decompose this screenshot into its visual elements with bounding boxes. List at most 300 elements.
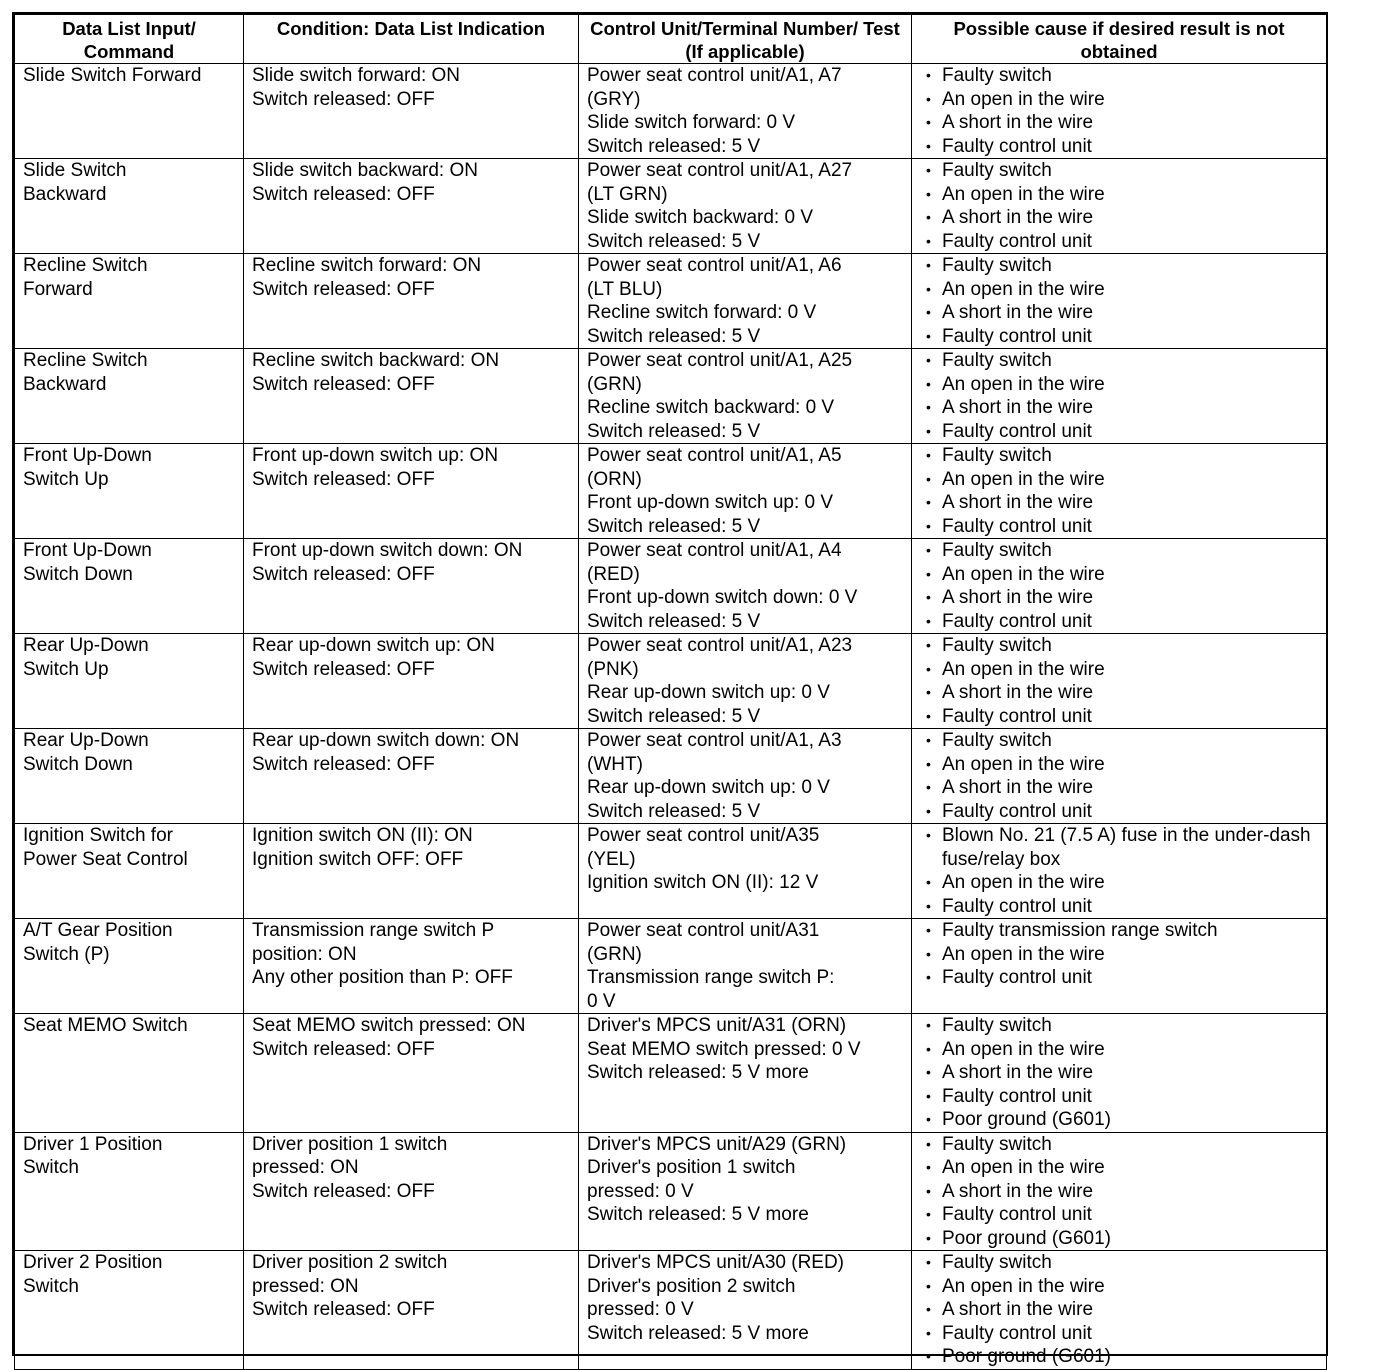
- table-row: [15, 919, 1327, 1014]
- table-row: [15, 1014, 1327, 1133]
- cause-text: Poor ground (G601): [942, 1109, 1111, 1130]
- cause-text: Blown No. 21 (7.5 A) fuse in the under-dash fuse/relay box: [942, 825, 1311, 870]
- cause-text: An open in the wire: [942, 563, 1105, 585]
- cause-list-item: [920, 206, 1318, 230]
- table-row: [15, 444, 1327, 539]
- cause-text: Faulty control unit: [942, 800, 1092, 822]
- cause-list-item: [920, 1180, 1318, 1204]
- bullet-icon: •: [926, 1301, 931, 1317]
- cell-control-unit-test: [579, 444, 912, 539]
- cell-control-unit-test-line: Power seat control unit/A1, A7: [587, 65, 842, 86]
- header-possible-cause: Possible cause if desired result is not obtained: [912, 15, 1327, 64]
- cell-condition: [244, 539, 579, 634]
- cause-list-item: [920, 610, 1318, 634]
- cause-text: An open in the wire: [942, 278, 1105, 300]
- cause-list-item: [920, 681, 1318, 705]
- cause-text: Faulty control unit: [942, 610, 1092, 632]
- cell-condition-line: Any other position than P: OFF: [252, 967, 513, 988]
- cause-text: Faulty switch: [942, 255, 1052, 276]
- cell-control-unit-test-line: (LT BLU): [587, 278, 663, 300]
- cell-condition: [244, 1251, 579, 1370]
- table-row: [15, 1251, 1327, 1370]
- cell-input-command-line: Switch Up: [23, 468, 109, 490]
- cell-condition-line: Transmission range switch P: [252, 920, 495, 941]
- cell-condition-line: Switch released: OFF: [252, 1038, 435, 1060]
- cause-text: Faulty control unit: [942, 135, 1092, 157]
- cell-possible-causes: [912, 1014, 1327, 1133]
- cell-control-unit-test-line: Power seat control unit/A1, A6: [587, 255, 842, 276]
- cell-input-command-line: Slide Switch: [23, 160, 127, 181]
- cause-list-item: [920, 895, 1318, 919]
- cause-text: Faulty control unit: [942, 1085, 1092, 1107]
- cause-text: A short in the wire: [942, 777, 1094, 798]
- cause-list-item: [920, 135, 1318, 159]
- cause-text: A short in the wire: [942, 492, 1094, 513]
- cause-list-item: [920, 1322, 1318, 1346]
- cell-condition-line: Switch released: OFF: [252, 1299, 435, 1320]
- cell-input-command-line: Ignition Switch for: [23, 825, 173, 846]
- cell-possible-causes: [912, 159, 1327, 254]
- bullet-icon: •: [926, 280, 931, 297]
- cell-condition-line: Seat MEMO switch pressed: ON: [252, 1015, 526, 1036]
- table-row: [15, 824, 1327, 919]
- cell-input-command-line: Seat MEMO Switch: [23, 1015, 188, 1036]
- cell-condition-line: Front up-down switch down: ON: [252, 540, 523, 561]
- cell-condition-line: Switch released: OFF: [252, 373, 435, 395]
- cause-list-item: [920, 943, 1318, 967]
- cause-list: [920, 539, 1318, 633]
- bullet-icon: •: [926, 1017, 931, 1033]
- cause-text: Faulty control unit: [942, 420, 1092, 442]
- cause-list-item: [920, 586, 1318, 610]
- cause-text: A short in the wire: [942, 302, 1094, 323]
- bullet-icon: •: [926, 352, 931, 368]
- cause-list: [920, 1251, 1318, 1369]
- cell-control-unit-test-line: Power seat control unit/A1, A27: [587, 160, 853, 181]
- cell-condition-line: Recline switch backward: ON: [252, 350, 500, 371]
- cause-text: Poor ground (G601): [942, 1346, 1111, 1367]
- cell-control-unit-test-line: Switch released: 5 V: [587, 610, 761, 632]
- cell-control-unit-test-line: (YEL): [587, 848, 636, 870]
- cell-condition-line: Switch released: OFF: [252, 563, 435, 585]
- bullet-icon: •: [926, 969, 931, 985]
- cell-control-unit-test: [579, 539, 912, 634]
- cause-list-item: [920, 729, 1318, 753]
- cell-condition-line: Slide switch forward: ON: [252, 65, 461, 86]
- bullet-icon: •: [926, 1040, 931, 1057]
- cause-list-item: [920, 658, 1318, 682]
- cell-input-command-line: Switch (P): [23, 943, 110, 965]
- cell-condition-line: Rear up-down switch down: ON: [252, 730, 520, 751]
- cell-input-command: [15, 1132, 244, 1251]
- cause-list-item: [920, 159, 1318, 183]
- cause-text: An open in the wire: [942, 753, 1105, 775]
- cell-input-command: [15, 634, 244, 729]
- cell-condition-line: position: ON: [252, 943, 357, 965]
- cause-text: An open in the wire: [942, 658, 1105, 680]
- cause-text: Faulty control unit: [942, 230, 1092, 252]
- cause-list-item: [920, 919, 1318, 943]
- cause-list-item: [920, 325, 1318, 349]
- bullet-icon: •: [926, 1254, 931, 1270]
- bullet-icon: •: [926, 612, 931, 629]
- cell-condition: [244, 729, 579, 824]
- cell-control-unit-test-line: Recline switch forward: 0 V: [587, 302, 817, 323]
- cause-text: Faulty switch: [942, 540, 1052, 561]
- bullet-icon: •: [926, 304, 931, 320]
- cause-list-item: [920, 705, 1318, 729]
- cell-input-command-line: Front Up-Down: [23, 540, 152, 561]
- table-row: [15, 254, 1327, 349]
- cell-control-unit-test-line: (GRN): [587, 943, 642, 965]
- cell-control-unit-test: [579, 634, 912, 729]
- cause-list-item: [920, 1061, 1318, 1085]
- cause-text: Faulty switch: [942, 445, 1052, 466]
- cause-list-item: [920, 539, 1318, 563]
- cell-possible-causes: [912, 634, 1327, 729]
- cause-list-item: [920, 1038, 1318, 1062]
- bullet-icon: •: [926, 660, 931, 677]
- cell-input-command-line: Switch Up: [23, 658, 109, 680]
- bullet-icon: •: [926, 707, 931, 724]
- cause-text: An open in the wire: [942, 1275, 1105, 1297]
- cell-control-unit-test: [579, 919, 912, 1014]
- bullet-icon: •: [926, 447, 931, 463]
- cause-text: An open in the wire: [942, 1157, 1105, 1178]
- cell-control-unit-test: [579, 1251, 912, 1370]
- table-header-row: [15, 15, 1327, 64]
- cause-list: [920, 824, 1318, 918]
- cell-control-unit-test-line: pressed: 0 V: [587, 1299, 694, 1320]
- bullet-icon: •: [926, 375, 931, 392]
- cause-text: Faulty control unit: [942, 705, 1092, 727]
- bullet-icon: •: [926, 732, 931, 748]
- cause-list-item: [920, 1345, 1318, 1369]
- cell-control-unit-test-line: (GRY): [587, 88, 641, 110]
- cell-input-command: [15, 349, 244, 444]
- cause-list-item: [920, 800, 1318, 824]
- cell-condition-line: Driver position 2 switch: [252, 1252, 448, 1273]
- bullet-icon: •: [926, 422, 931, 439]
- cause-list-item: [920, 1108, 1318, 1132]
- table-body: [15, 64, 1327, 1370]
- cell-control-unit-test-line: Switch released: 5 V: [587, 325, 761, 347]
- cell-input-command-line: Switch Down: [23, 753, 133, 775]
- bullet-icon: •: [926, 494, 931, 510]
- power-seat-data-list-table: [14, 14, 1327, 1370]
- bullet-icon: •: [926, 945, 931, 962]
- cell-condition-line: Ignition switch OFF: OFF: [252, 848, 464, 870]
- cause-list: [920, 1133, 1318, 1251]
- cell-control-unit-test-line: pressed: 0 V: [587, 1180, 694, 1202]
- cell-control-unit-test-line: Switch released: 5 V: [587, 515, 761, 537]
- cause-text: An open in the wire: [942, 872, 1105, 893]
- bullet-icon: •: [926, 1229, 931, 1246]
- cause-list: [920, 64, 1318, 158]
- cause-text: A short in the wire: [942, 1180, 1094, 1202]
- cause-list-item: [920, 1275, 1318, 1299]
- table-row: [15, 1132, 1327, 1251]
- bullet-icon: •: [926, 1324, 931, 1341]
- cell-possible-causes: [912, 64, 1327, 159]
- cell-control-unit-test: [579, 64, 912, 159]
- cell-control-unit-test-line: Transmission range switch P:: [587, 967, 835, 988]
- cause-text: A short in the wire: [942, 682, 1094, 703]
- bullet-icon: •: [926, 1277, 931, 1294]
- cause-text: Faulty switch: [942, 730, 1052, 751]
- cause-text: Faulty transmission range switch: [942, 920, 1218, 941]
- cause-text: Faulty switch: [942, 65, 1052, 86]
- cell-control-unit-test-line: Rear up-down switch up: 0 V: [587, 682, 830, 703]
- cell-control-unit-test-line: 0 V: [587, 990, 616, 1012]
- cause-text: A short in the wire: [942, 1062, 1094, 1083]
- cell-input-command-line: Forward: [23, 278, 93, 300]
- cause-text: Faulty switch: [942, 1133, 1052, 1155]
- cell-input-command: [15, 254, 244, 349]
- cell-control-unit-test: [579, 1132, 912, 1251]
- bullet-icon: •: [926, 565, 931, 582]
- cell-control-unit-test-line: (ORN): [587, 468, 642, 490]
- bullet-icon: •: [926, 185, 931, 202]
- cell-input-command: [15, 159, 244, 254]
- cell-condition: [244, 64, 579, 159]
- cause-list: [920, 634, 1318, 728]
- cause-list-item: [920, 420, 1318, 444]
- cell-input-command: [15, 539, 244, 634]
- cell-control-unit-test-line: (GRN): [587, 373, 642, 395]
- table-row: [15, 64, 1327, 159]
- cause-list-item: [920, 254, 1318, 278]
- cell-possible-causes: [912, 729, 1327, 824]
- cell-condition-line: Recline switch forward: ON: [252, 255, 482, 276]
- cell-condition-line: Front up-down switch up: ON: [252, 445, 499, 466]
- cause-text: An open in the wire: [942, 373, 1105, 395]
- cell-condition-line: pressed: ON: [252, 1157, 359, 1178]
- cell-control-unit-test-line: Switch released: 5 V: [587, 800, 761, 822]
- header-input-command: Data List Input/ Command: [15, 15, 244, 64]
- cell-condition-line: Switch released: OFF: [252, 658, 435, 680]
- cell-input-command-line: Switch Down: [23, 563, 133, 585]
- cell-possible-causes: [912, 824, 1327, 919]
- cell-condition: [244, 1014, 579, 1133]
- cell-control-unit-test-line: Power seat control unit/A1, A3: [587, 730, 842, 751]
- cause-text: A short in the wire: [942, 112, 1094, 133]
- table-row: [15, 729, 1327, 824]
- cell-control-unit-test-line: Recline switch backward: 0 V: [587, 397, 835, 418]
- bullet-icon: •: [926, 1135, 931, 1152]
- cell-condition: [244, 254, 579, 349]
- cause-list-item: [920, 824, 1318, 871]
- table-row: [15, 539, 1327, 634]
- cause-list-item: [920, 966, 1318, 990]
- cause-list-item: [920, 1085, 1318, 1109]
- cell-condition-line: Switch released: OFF: [252, 1180, 435, 1202]
- cell-input-command: [15, 444, 244, 539]
- cause-list: [920, 1014, 1318, 1132]
- bullet-icon: •: [926, 1087, 931, 1104]
- bullet-icon: •: [926, 827, 931, 843]
- bullet-icon: •: [926, 1064, 931, 1080]
- cause-list-item: [920, 230, 1318, 254]
- cause-list: [920, 254, 1318, 348]
- cell-control-unit-test-line: (RED): [587, 563, 640, 585]
- cause-list-item: [920, 1014, 1318, 1038]
- cell-condition-line: pressed: ON: [252, 1275, 359, 1297]
- bullet-icon: •: [926, 209, 931, 225]
- cause-text: Faulty switch: [942, 635, 1052, 656]
- cell-input-command-line: Backward: [23, 183, 107, 205]
- cause-text: An open in the wire: [942, 943, 1105, 965]
- cell-control-unit-test-line: Driver's MPCS unit/A29 (GRN): [587, 1133, 847, 1155]
- cell-condition-line: Switch released: OFF: [252, 183, 435, 205]
- bullet-icon: •: [926, 802, 931, 819]
- cause-list-item: [920, 396, 1318, 420]
- cell-condition: [244, 159, 579, 254]
- cell-control-unit-test-line: Seat MEMO switch pressed: 0 V: [587, 1038, 861, 1060]
- cause-text: A short in the wire: [942, 1299, 1094, 1320]
- cause-list-item: [920, 1251, 1318, 1275]
- cause-list-item: [920, 1203, 1318, 1227]
- bullet-icon: •: [926, 542, 931, 558]
- table-row: [15, 159, 1327, 254]
- bullet-icon: •: [926, 399, 931, 415]
- cell-input-command: [15, 1251, 244, 1370]
- cell-control-unit-test-line: (LT GRN): [587, 183, 668, 205]
- cell-control-unit-test-line: Driver's position 1 switch: [587, 1157, 796, 1178]
- cell-condition-line: Switch released: OFF: [252, 278, 435, 300]
- bullet-icon: •: [926, 137, 931, 154]
- cell-control-unit-test-line: Driver's MPCS unit/A30 (RED): [587, 1252, 845, 1273]
- cell-condition-line: Driver position 1 switch: [252, 1133, 448, 1155]
- cell-control-unit-test: [579, 254, 912, 349]
- cell-control-unit-test-line: Slide switch forward: 0 V: [587, 112, 796, 133]
- cell-condition: [244, 634, 579, 729]
- cell-possible-causes: [912, 254, 1327, 349]
- cell-control-unit-test-line: Slide switch backward: 0 V: [587, 207, 813, 228]
- cause-text: Faulty control unit: [942, 895, 1092, 917]
- cause-text: An open in the wire: [942, 88, 1105, 110]
- cause-list-item: [920, 634, 1318, 658]
- cell-control-unit-test: [579, 1014, 912, 1133]
- cell-possible-causes: [912, 539, 1327, 634]
- cell-input-command-line: Backward: [23, 373, 107, 395]
- cause-text: Faulty control unit: [942, 1322, 1092, 1344]
- cell-control-unit-test-line: Front up-down switch up: 0 V: [587, 492, 834, 513]
- cause-list: [920, 919, 1318, 990]
- bullet-icon: •: [926, 114, 931, 130]
- cause-text: Faulty switch: [942, 1015, 1052, 1036]
- table-row: [15, 634, 1327, 729]
- cell-control-unit-test: [579, 349, 912, 444]
- cause-list-item: [920, 491, 1318, 515]
- cell-condition-line: Ignition switch ON (II): ON: [252, 825, 473, 846]
- cause-list: [920, 349, 1318, 443]
- cause-list-item: [920, 444, 1318, 468]
- bullet-icon: •: [926, 589, 931, 605]
- cell-control-unit-test-line: Power seat control unit/A31: [587, 920, 820, 941]
- cell-control-unit-test-line: (WHT): [587, 753, 643, 775]
- cell-control-unit-test-line: Switch released: 5 V: [587, 420, 761, 442]
- cell-condition: [244, 1132, 579, 1251]
- cell-control-unit-test-line: Switch released: 5 V: [587, 230, 761, 252]
- bullet-icon: •: [926, 327, 931, 344]
- cause-text: An open in the wire: [942, 468, 1105, 490]
- header-condition: Condition: Data List Indication: [244, 15, 579, 64]
- cause-list-item: [920, 278, 1318, 302]
- cause-text: A short in the wire: [942, 207, 1094, 228]
- cell-input-command: [15, 729, 244, 824]
- cause-list-item: [920, 1298, 1318, 1322]
- cause-list: [920, 159, 1318, 253]
- bullet-icon: •: [926, 517, 931, 534]
- cause-list-item: [920, 1227, 1318, 1251]
- cause-list: [920, 729, 1318, 823]
- bullet-icon: •: [926, 684, 931, 700]
- bullet-icon: •: [926, 637, 931, 653]
- cause-text: Faulty control unit: [942, 967, 1092, 988]
- cause-list-item: [920, 301, 1318, 325]
- cause-list-item: [920, 468, 1318, 492]
- cause-list-item: [920, 373, 1318, 397]
- bullet-icon: •: [926, 1159, 931, 1175]
- cause-text: A short in the wire: [942, 587, 1094, 608]
- bullet-icon: •: [926, 470, 931, 487]
- cell-input-command-line: Rear Up-Down: [23, 730, 149, 751]
- bullet-icon: •: [926, 1348, 931, 1364]
- cell-possible-causes: [912, 919, 1327, 1014]
- cell-control-unit-test-line: Switch released: 5 V: [587, 135, 761, 157]
- cell-input-command: [15, 1014, 244, 1133]
- bullet-icon: •: [926, 897, 931, 914]
- cell-condition-line: Switch released: OFF: [252, 468, 435, 490]
- cell-control-unit-test-line: Power seat control unit/A1, A4: [587, 540, 842, 561]
- diagnostic-table-page: [12, 12, 1328, 1367]
- cell-control-unit-test: [579, 159, 912, 254]
- cell-input-command-line: Switch: [23, 1157, 79, 1178]
- bullet-icon: •: [926, 874, 931, 890]
- cause-list-item: [920, 1133, 1318, 1157]
- cell-possible-causes: [912, 444, 1327, 539]
- cause-list-item: [920, 753, 1318, 777]
- cell-condition-line: Slide switch backward: ON: [252, 160, 478, 181]
- cause-text: Faulty control unit: [942, 515, 1092, 537]
- cell-condition: [244, 919, 579, 1014]
- cause-list: [920, 444, 1318, 538]
- cell-input-command: [15, 824, 244, 919]
- cell-condition-line: Switch released: OFF: [252, 88, 435, 110]
- cell-control-unit-test-line: Switch released: 5 V more: [587, 1204, 809, 1225]
- cell-input-command-line: Driver 1 Position: [23, 1133, 163, 1155]
- cell-control-unit-test: [579, 824, 912, 919]
- cause-list-item: [920, 183, 1318, 207]
- cell-control-unit-test-line: Driver's MPCS unit/A31 (ORN): [587, 1015, 847, 1036]
- cause-text: Faulty switch: [942, 1252, 1052, 1273]
- cell-input-command-line: Recline Switch: [23, 255, 148, 276]
- table-row: [15, 349, 1327, 444]
- cell-control-unit-test-line: Switch released: 5 V: [587, 705, 761, 727]
- bullet-icon: •: [926, 1182, 931, 1199]
- cell-condition-line: Rear up-down switch up: ON: [252, 635, 495, 656]
- bullet-icon: •: [926, 90, 931, 107]
- cause-text: A short in the wire: [942, 397, 1094, 418]
- cell-possible-causes: [912, 349, 1327, 444]
- cell-control-unit-test-line: (PNK): [587, 658, 639, 680]
- bullet-icon: •: [926, 257, 931, 273]
- bullet-icon: •: [926, 1111, 931, 1127]
- bullet-icon: •: [926, 232, 931, 249]
- cell-input-command-line: Driver 2 Position: [23, 1252, 163, 1273]
- bullet-icon: •: [926, 67, 931, 83]
